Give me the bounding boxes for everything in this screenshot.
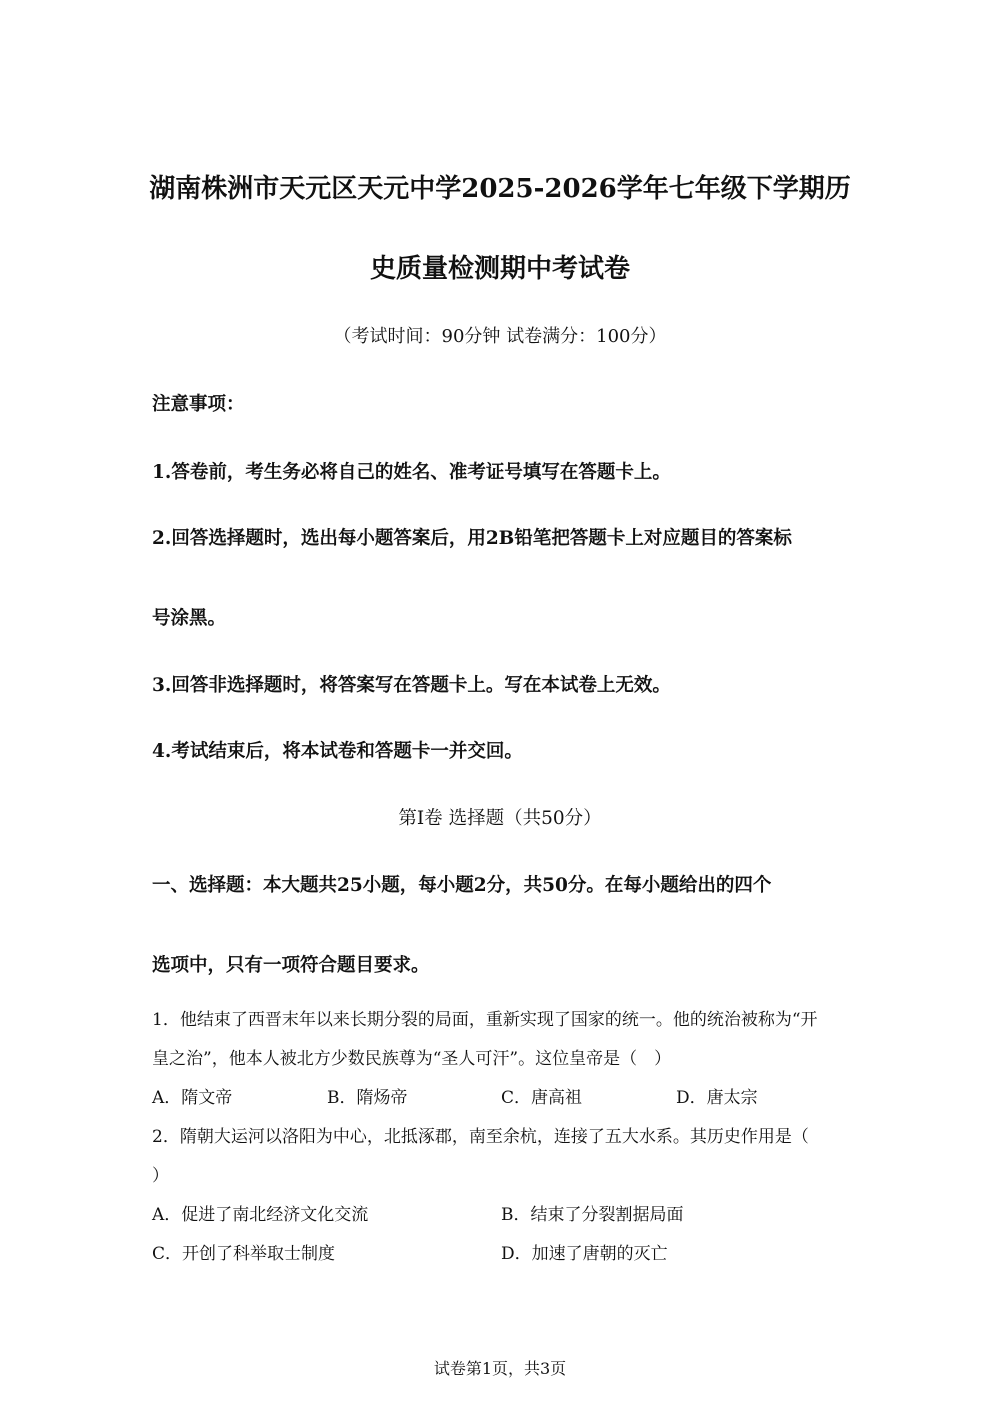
notice-item-2-line-2: 号涂黑。: [152, 608, 227, 629]
question-1-line-2: 皇之治”，他本人被北方少数民族尊为“圣人可汗”。这位皇帝是（ ）: [152, 1049, 672, 1069]
part-title: 第Ⅰ卷 选择题（共50分）: [398, 808, 602, 829]
exam-title-line-1: 湖南株洲市天元区天元中学2025-2026学年七年级下学期历: [149, 174, 851, 204]
notice-item-4: 4.考试结束后，将本试卷和答题卡一并交回。: [152, 741, 523, 762]
exam-info: （考试时间：90分钟 试卷满分：100分）: [333, 326, 667, 347]
question-2-option-c: C．开创了科举取士制度: [152, 1244, 336, 1264]
exam-title-line-2: 史质量检测期中考试卷: [369, 254, 630, 284]
question-2-option-d: D．加速了唐朝的灭亡: [501, 1244, 668, 1264]
notice-heading: 注意事项：: [152, 394, 245, 415]
question-1-line-1: 1．他结束了西晋末年以来长期分裂的局面，重新实现了国家的统一。他的统治被称为“开: [152, 1010, 818, 1030]
section-instruction-line-1: 一、选择题：本大题共25小题，每小题2分，共50分。在每小题给出的四个: [152, 875, 772, 896]
page-footer: 试卷第1页，共3页: [433, 1359, 567, 1378]
notice-item-1: 1.答卷前，考生务必将自己的姓名、准考证号填写在答题卡上。: [152, 462, 671, 483]
question-2-line-1: 2．隋朝大运河以洛阳为中心，北抵涿郡，南至余杭，连接了五大水系。其历史作用是（: [152, 1127, 809, 1147]
notice-item-2-line-1: 2.回答选择题时，选出每小题答案后，用2B铅笔把答题卡上对应题目的答案标: [152, 528, 792, 549]
question-2-line-2: ）: [152, 1166, 169, 1186]
question-2-option-a: A．促进了南北经济文化交流: [152, 1205, 369, 1225]
question-1-option-a: A．隋文帝: [152, 1088, 233, 1108]
section-instruction-line-2: 选项中，只有一项符合题目要求。: [152, 955, 430, 976]
notice-item-3: 3.回答非选择题时，将答案写在答题卡上。写在本试卷上无效。: [152, 675, 671, 696]
question-1-option-d: D．唐太宗: [676, 1088, 758, 1108]
question-1-option-c: C．唐高祖: [501, 1088, 583, 1108]
question-2-option-b: B．结束了分裂割据局面: [501, 1205, 684, 1225]
question-1-option-b: B．隋炀帝: [327, 1088, 408, 1108]
